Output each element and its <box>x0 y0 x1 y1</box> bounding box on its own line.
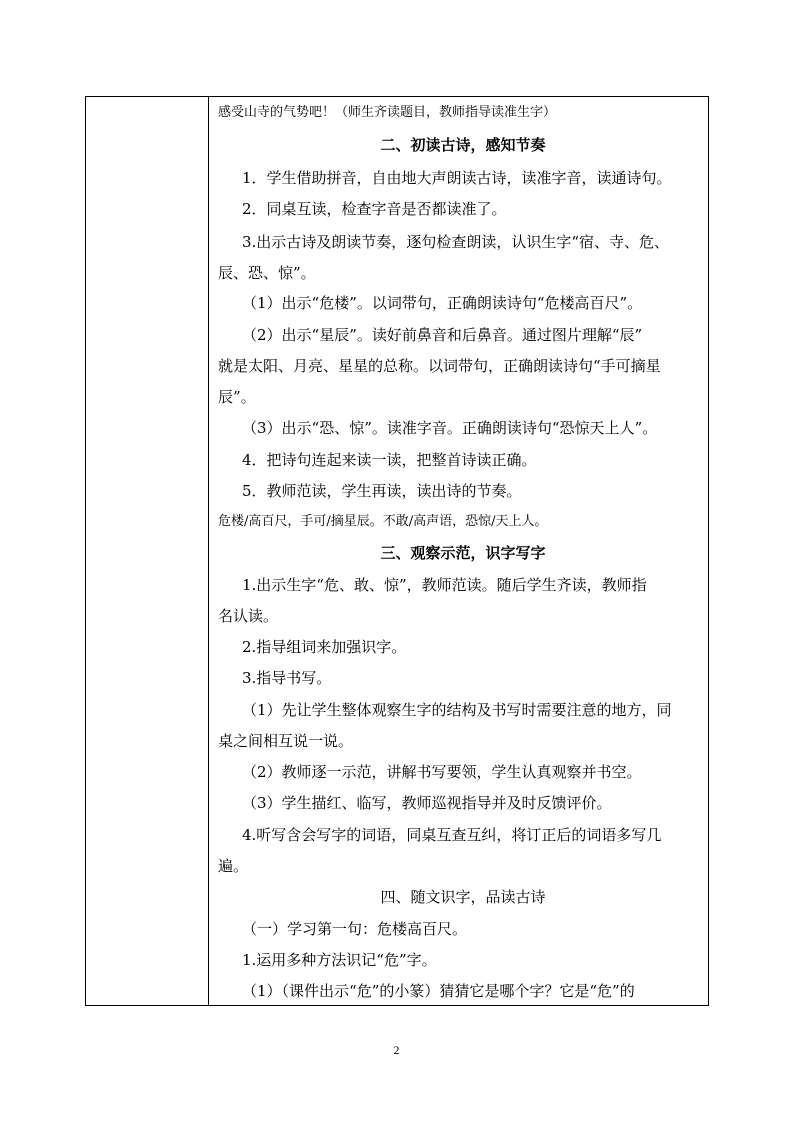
text-line: 感受山寺的气势吧！（师生齐读题目，教师指导读准生字） <box>218 105 557 120</box>
text-line: 3.出示古诗及朗读节奏，逐句检查朗读，认识生字“宿、寺、危、 <box>242 233 669 251</box>
text-line: 遍。 <box>218 857 249 875</box>
section-heading: 三、观察示范，识字写字 <box>380 544 546 562</box>
text-line: （3）学生描红、临写，教师巡视指导并及时反馈评价。 <box>242 794 612 812</box>
left-column-cell <box>86 97 209 1005</box>
text-line: （1）（课件出示“危”的小篆）猜猜它是哪个字？它是“危”的 <box>242 982 635 1000</box>
text-line: 辰”。 <box>218 388 256 406</box>
text-line: 名认读。 <box>218 607 279 625</box>
text-line: 1．学生借助拼音，自由地大声朗读古诗，读准字音，读通诗句。 <box>242 169 672 187</box>
text-line: （3）出示“恐、惊”。读准字音。正确朗读诗句“恐惊天上人”。 <box>242 419 658 437</box>
lesson-plan-table <box>85 96 709 1006</box>
section-heading: 四、随文识字，品读古诗 <box>380 888 546 906</box>
text-line: 1.出示生字“危、敢、惊”，教师范读。随后学生齐读，教师指 <box>242 576 647 594</box>
section-heading: 二、初读古诗，感知节奏 <box>380 136 546 154</box>
text-line: 2.指导组词来加强识字。 <box>242 638 407 656</box>
page-number: 2 <box>393 1043 400 1057</box>
text-line: 辰、恐、惊”。 <box>218 264 316 282</box>
text-line: （2）教师逐一示范，讲解书写要领，学生认真观察并书空。 <box>242 763 642 781</box>
text-line: （2）出示“星辰”。读好前鼻音和后鼻音。通过图片理解“辰” <box>242 326 643 344</box>
text-line: 5．教师范读，学生再读，读出诗的节奏。 <box>242 482 522 500</box>
text-line: 4.听写含会写字的词语，同桌互查互纠，将订正后的词语多写几 <box>242 826 662 844</box>
text-line: （1）先让学生整体观察生字的结构及书写时需要注意的地方，同 <box>242 701 672 719</box>
text-line: 3.指导书写。 <box>242 669 332 687</box>
text-line: 桌之间相互说一说。 <box>218 732 354 750</box>
text-line: 1.运用多种方法识记“危”字。 <box>242 951 437 969</box>
text-line: （一）学习第一句：危楼高百尺。 <box>242 920 468 938</box>
text-line: 就是太阳、月亮、星星的总称。以词带句，正确朗读诗句“手可摘星 <box>218 357 661 375</box>
text-line: （1）出示“危楼”。以词带句，正确朗读诗句“危楼高百尺”。 <box>242 294 643 312</box>
text-line: 2．同桌互读，检查字音是否都读准了。 <box>242 200 507 218</box>
text-line: 危楼/高百尺，手可/摘星辰。不敢/高声语，恐惊/天上人。 <box>218 514 548 529</box>
text-line: 4．把诗句连起来读一读，把整首诗读正确。 <box>242 451 537 469</box>
